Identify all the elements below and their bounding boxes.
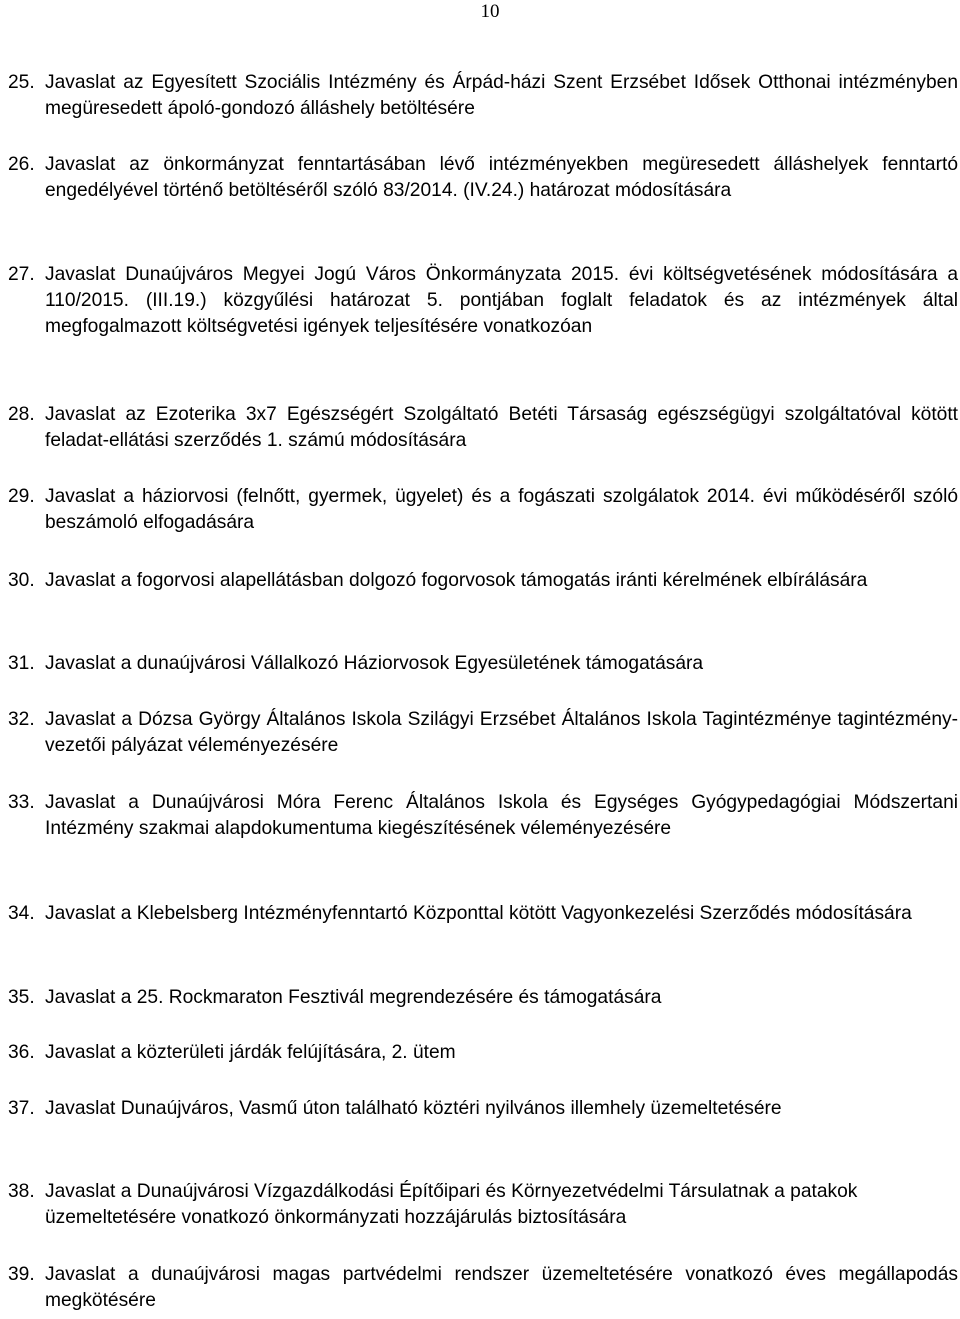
agenda-item (8, 568, 958, 594)
agenda-item-text: Javaslat Dunaújváros, Vasmű úton található köztéri nyilvános illemhely üzemeltetésére (45, 1098, 782, 1119)
agenda-item-text: Javaslat a közterületi járdák felújítására, 2. ütem (45, 1042, 456, 1063)
agenda-item-text: Javaslat a Dózsa György Általános Iskola Szilágyi Erzsébet Általános Iskola Tagintézménye tagintézmény-vezetői pályázat véleményezésére (45, 709, 958, 756)
agenda-item-number: 27. (8, 264, 35, 285)
agenda-item-text: Javaslat a háziorvosi (felnőtt, gyermek, ügyelet) és a fogászati szolgálatok 2014. évi működéséről szóló beszámoló elfogadására (45, 486, 958, 533)
agenda-item-number: 39. (8, 1264, 35, 1285)
agenda-item (8, 70, 958, 122)
agenda-item (8, 1040, 958, 1066)
agenda-item-number: 32. (8, 709, 35, 730)
agenda-item-text: Javaslat a fogorvosi alapellátásban dolgozó fogorvosok támogatás iránti kérelmének elbírálására (45, 570, 868, 591)
page-number: 10 (480, 1, 500, 22)
agenda-item-number: 38. (8, 1181, 35, 1202)
agenda-item (8, 651, 958, 677)
agenda-item (8, 152, 958, 204)
agenda-item-number: 34. (8, 903, 35, 924)
agenda-item-text: Javaslat Dunaújváros Megyei Jogú Város Önkormányzata 2015. évi költségvetésének módosítására a 110/2015. (III.19.) közgyűlési határozat 5. pontjában foglalt feladatok és az intézmények által megfogalmazott költségvetési igények teljesítésére vonatkozóan (45, 264, 958, 337)
agenda-item (8, 790, 958, 842)
agenda-item-text: Javaslat a dunaújvárosi Vállalkozó Háziorvosok Egyesületének támogatására (45, 653, 704, 674)
agenda-item (8, 1179, 958, 1231)
agenda-item-number: 31. (8, 653, 35, 674)
agenda-item-number: 29. (8, 486, 35, 507)
agenda-item-text: Javaslat a Dunaújvárosi Móra Ferenc Általános Iskola és Egységes Gyógypedagógiai Módszertani Intézmény szakmai alapdokumentuma kiegészítésének véleményezésére (45, 792, 958, 839)
agenda-item (8, 484, 958, 536)
agenda-item-number: 33. (8, 792, 35, 813)
agenda-item (8, 707, 958, 759)
agenda-item (8, 262, 958, 340)
agenda-item-number: 37. (8, 1098, 35, 1119)
agenda-item-text: Javaslat a Dunaújvárosi Vízgazdálkodási Építőipari és Környezetvédelmi Társulatnak a patakok üzemeltetésére vonatkozó önkormányzati hozzájárulás biztosítására (45, 1181, 858, 1228)
agenda-item-number: 35. (8, 987, 35, 1008)
agenda-item-text: Javaslat a Klebelsberg Intézményfenntartó Központtal kötött Vagyonkezelési Szerződés módosítására (45, 903, 912, 924)
agenda-item (8, 1096, 958, 1122)
agenda-item-text: Javaslat a dunaújvárosi magas partvédelmi rendszer üzemeltetésére vonatkozó éves megállapodás megkötésére (45, 1264, 958, 1311)
agenda-item-number: 26. (8, 154, 35, 175)
agenda-item-text: Javaslat az Ezoterika 3x7 Egészségért Szolgáltató Betéti Társaság egészségügyi szolgáltatóval kötött feladat-ellátási szerződés 1. számú módosítására (45, 404, 958, 451)
agenda-item-text: Javaslat az Egyesített Szociális Intézmény és Árpád-házi Szent Erzsébet Idősek Otthonai intézményben megüresedett ápoló-gondozó álláshely betöltésére (45, 72, 958, 119)
agenda-item (8, 901, 958, 927)
agenda-item (8, 402, 958, 454)
agenda-item-number: 30. (8, 570, 35, 591)
agenda-item-number: 25. (8, 72, 35, 93)
agenda-item (8, 985, 958, 1011)
agenda-item (8, 1262, 958, 1314)
agenda-item-text: Javaslat az önkormányzat fenntartásában lévő intézményekben megüresedett álláshelyek fenntartó engedélyével történő betöltéséről szóló 83/2014. (IV.24.) határozat módosítására (45, 154, 958, 201)
agenda-item-text: Javaslat a 25. Rockmaraton Fesztivál megrendezésére és támogatására (45, 987, 662, 1008)
agenda-item-number: 36. (8, 1042, 35, 1063)
agenda-item-number: 28. (8, 404, 35, 425)
